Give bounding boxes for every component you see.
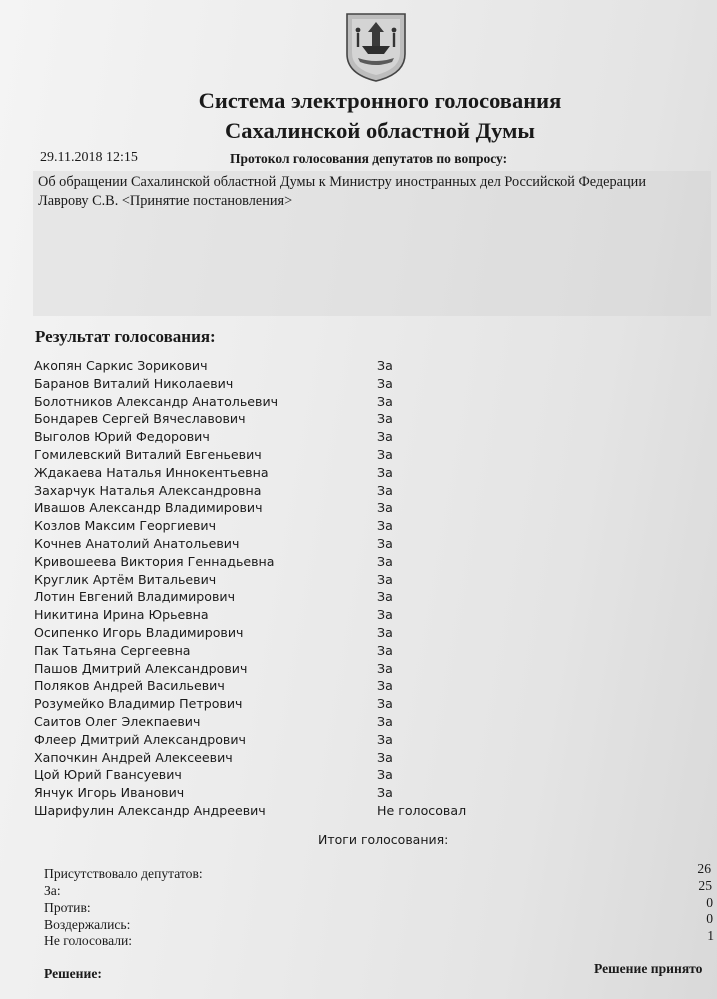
deputy-name: Выголов Юрий Федорович — [34, 429, 210, 445]
deputy-name: Захарчук Наталья Александровна — [34, 482, 262, 498]
table-row — [34, 732, 554, 750]
deputy-vote: За — [377, 553, 393, 569]
abstained-value: 0 — [706, 911, 713, 926]
deputy-name: Осипенко Игорь Владимирович — [34, 624, 244, 640]
table-row — [34, 554, 554, 572]
deputy-vote: Не голосовал — [377, 802, 467, 818]
table-row — [34, 572, 554, 590]
table-row — [34, 678, 554, 696]
question-text: Об обращении Сахалинской областной Думы к Министру иностранных дел Российской Федерации Лаврову С.В. <Принятие постановления> — [38, 174, 646, 209]
deputy-name: Кочнев Анатолий Анатольевич — [34, 535, 240, 551]
deputy-name: Круглик Артём Витальевич — [34, 571, 217, 587]
deputy-name: Лотин Евгений Владимирович — [34, 589, 236, 605]
sakhalin-coat-of-arms-icon — [344, 12, 408, 82]
deputy-name: Бондарев Сергей Вячеславович — [34, 411, 246, 427]
table-row — [34, 394, 554, 412]
not-voted-value: 1 — [707, 928, 714, 943]
deputy-vote: За — [377, 535, 393, 551]
deputy-vote: За — [377, 446, 393, 462]
present-label: Присутствовало депутатов: — [44, 866, 203, 881]
deputy-name: Ждакаева Наталья Иннокентьевна — [34, 464, 269, 480]
table-row — [34, 750, 554, 768]
totals-title: Итоги голосования: — [318, 832, 449, 847]
table-row — [34, 447, 554, 465]
against-value: 0 — [706, 895, 713, 910]
deputy-vote: За — [377, 571, 393, 587]
deputy-name: Пак Татьяна Сергеевна — [34, 642, 191, 658]
deputy-name: Болотников Александр Анатольевич — [34, 393, 279, 409]
decision-label: Решение: — [44, 966, 102, 981]
table-row — [34, 785, 554, 803]
deputy-vote: За — [377, 731, 393, 747]
deputy-vote: За — [377, 393, 393, 409]
table-row — [34, 500, 554, 518]
deputy-name: Никитина Ирина Юрьевна — [34, 607, 209, 623]
deputy-name: Козлов Максим Георгиевич — [34, 518, 217, 534]
deputy-name: Флеер Дмитрий Александрович — [34, 731, 246, 747]
table-row — [34, 589, 554, 607]
deputy-name: Акопян Саркис Зорикович — [34, 358, 208, 373]
deputy-vote: За — [377, 375, 393, 391]
deputy-vote: За — [377, 464, 393, 480]
table-row — [34, 625, 554, 643]
deputy-vote: За — [377, 749, 393, 765]
deputy-name: Кривошеева Виктория Геннадьевна — [34, 553, 275, 569]
deputy-vote: За — [377, 713, 393, 729]
table-row — [34, 767, 554, 785]
deputy-name: Шарифулин Александр Андреевич — [34, 802, 266, 818]
deputy-vote: За — [377, 482, 393, 498]
table-row — [34, 358, 554, 376]
deputy-vote: За — [377, 589, 393, 605]
deputy-name: Розумейко Владимир Петрович — [34, 696, 243, 712]
table-row — [34, 518, 554, 536]
decision-result: Решение принято — [594, 961, 703, 976]
table-row — [34, 536, 554, 554]
for-label: За: — [44, 883, 61, 898]
abstained-label: Воздержались: — [44, 917, 131, 932]
deputy-name: Янчук Игорь Иванович — [34, 785, 185, 801]
table-row — [34, 429, 554, 447]
table-row — [34, 607, 554, 625]
table-row — [34, 643, 554, 661]
deputy-vote: За — [377, 500, 393, 516]
deputy-vote: За — [377, 678, 393, 694]
vote-results-list — [34, 358, 554, 821]
deputy-vote: За — [377, 607, 393, 623]
not-voted-label: Не голосовали: — [44, 933, 133, 948]
protocol-datetime: 29.11.2018 12:15 — [40, 150, 138, 165]
deputy-vote: За — [377, 696, 393, 712]
deputy-vote: За — [377, 411, 393, 427]
deputy-name: Ивашов Александр Владимирович — [34, 500, 263, 516]
deputy-vote: За — [377, 660, 393, 676]
deputy-name: Пашов Дмитрий Александрович — [34, 660, 248, 676]
protocol-label: Протокол голосования депутатов по вопросу: — [230, 151, 508, 166]
table-row — [34, 661, 554, 679]
deputy-name: Гомилевский Виталий Евгеньевич — [34, 446, 262, 462]
deputy-name: Хапочкин Андрей Алексеевич — [34, 749, 233, 765]
deputy-name: Саитов Олег Элекпаевич — [34, 713, 201, 729]
table-row — [34, 714, 554, 732]
table-row — [34, 696, 554, 714]
deputy-name: Баранов Виталий Николаевич — [34, 375, 234, 391]
deputy-vote: За — [377, 642, 393, 658]
table-row — [34, 483, 554, 501]
against-label: Против: — [44, 900, 91, 915]
deputy-vote: За — [377, 767, 393, 783]
deputy-vote: За — [377, 624, 393, 640]
table-row — [34, 465, 554, 483]
table-row — [34, 411, 554, 429]
deputy-vote: За — [377, 358, 393, 373]
present-value: 26 — [697, 861, 711, 876]
table-row — [34, 803, 554, 821]
deputy-vote: За — [377, 785, 393, 801]
deputy-name: Поляков Андрей Васильевич — [34, 678, 225, 694]
table-row — [34, 376, 554, 394]
for-value: 25 — [698, 878, 712, 893]
deputy-vote: За — [377, 518, 393, 534]
deputy-name: Цой Юрий Гвансуевич — [34, 767, 182, 783]
page-title-line1: Система электронного голосования — [198, 88, 562, 113]
page-title-line2: Сахалинской областной Думы — [225, 118, 535, 143]
deputy-vote: За — [377, 429, 393, 445]
results-title: Результат голосования: — [35, 327, 216, 346]
